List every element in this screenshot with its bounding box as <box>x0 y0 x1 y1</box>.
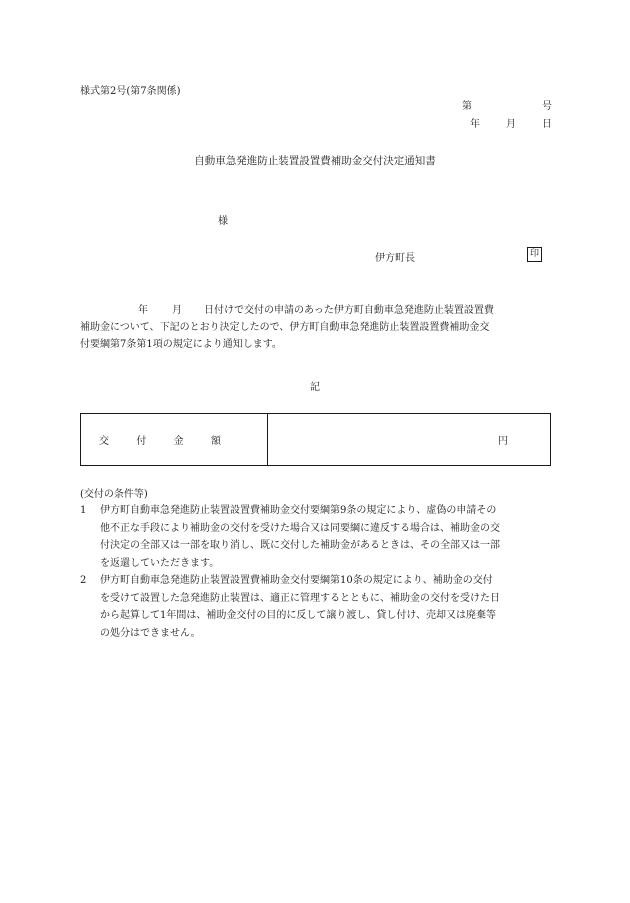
date-day-label: 日 <box>542 119 552 130</box>
document-number-date <box>462 98 552 134</box>
condition-line: を受けて設置した急発進防止装置は、適正に管理するとともに、補助金の交付を受けた日 <box>100 592 500 604</box>
form-number: 様式第2号(第7条関係) <box>80 86 181 97</box>
condition-number: 1 <box>80 505 87 516</box>
amount-label-char: 付 <box>136 436 147 447</box>
body-line-3: 付要綱第7条第1項の規定により通知します。 <box>80 339 282 350</box>
condition-line: 伊方町自動車急発進防止装置設置費補助金交付要綱第9条の規定により、虚偽の申請その <box>100 505 497 516</box>
condition-line: から起算して1年間は、補助金交付の目的に反して譲り渡し、貸し付け、売却又は廃棄等 <box>100 610 496 621</box>
amount-label-char: 金 <box>173 436 184 447</box>
document-title: 自動車急発進防止装置設置費補助金交付決定通知書 <box>194 155 436 167</box>
yen-unit: 円 <box>498 436 508 447</box>
body-text-line: 日付けで交付の申請のあった伊方町自動車急発進防止装置設置費 <box>204 305 494 316</box>
document-number-line <box>462 98 552 116</box>
conditions-heading: (交付の条件等) <box>80 489 148 500</box>
seal-mark: 印 <box>527 247 542 262</box>
number-prefix: 第 <box>462 101 472 112</box>
record-label: 記 <box>310 382 320 393</box>
date-year-label: 年 <box>470 119 480 130</box>
date-month-label: 月 <box>506 119 516 130</box>
grant-amount-table <box>80 413 551 466</box>
condition-line: 他不正な手段により補助金の交付を受けた場合又は同要綱に違反する場合は、補助金の交 <box>100 522 500 534</box>
body-line-2: 補助金について、下記のとおり決定したので、伊方町自動車急発進防止装置設置費補助金交 <box>80 322 490 333</box>
body-date-year: 年 <box>138 305 148 316</box>
body-line-1 <box>80 302 552 319</box>
condition-line: の処分はできません。 <box>100 627 201 639</box>
grant-amount-value <box>268 414 550 465</box>
condition-line: を返還していただきます。 <box>100 557 220 569</box>
number-suffix: 号 <box>542 101 552 112</box>
issuer-name: 伊方町長 <box>375 253 415 264</box>
addressee-suffix: 様 <box>218 216 228 227</box>
document-date-line <box>462 116 552 134</box>
notification-body <box>80 302 552 353</box>
grant-amount-label <box>81 414 268 465</box>
condition-line: 伊方町自動車急発進防止装置設置費補助金交付要綱第10条の規定により、補助金の交付 <box>100 575 493 586</box>
amount-label-char: 交 <box>99 436 109 447</box>
condition-item-2 <box>80 572 552 642</box>
amount-label-char: 額 <box>210 436 221 447</box>
condition-number: 2 <box>80 575 87 586</box>
condition-line: 付決定の全部又は一部を取り消し、既に交付した補助金があるときは、その全部又は一部 <box>100 540 500 551</box>
body-date-month: 月 <box>172 305 182 316</box>
condition-item-1 <box>80 502 552 572</box>
